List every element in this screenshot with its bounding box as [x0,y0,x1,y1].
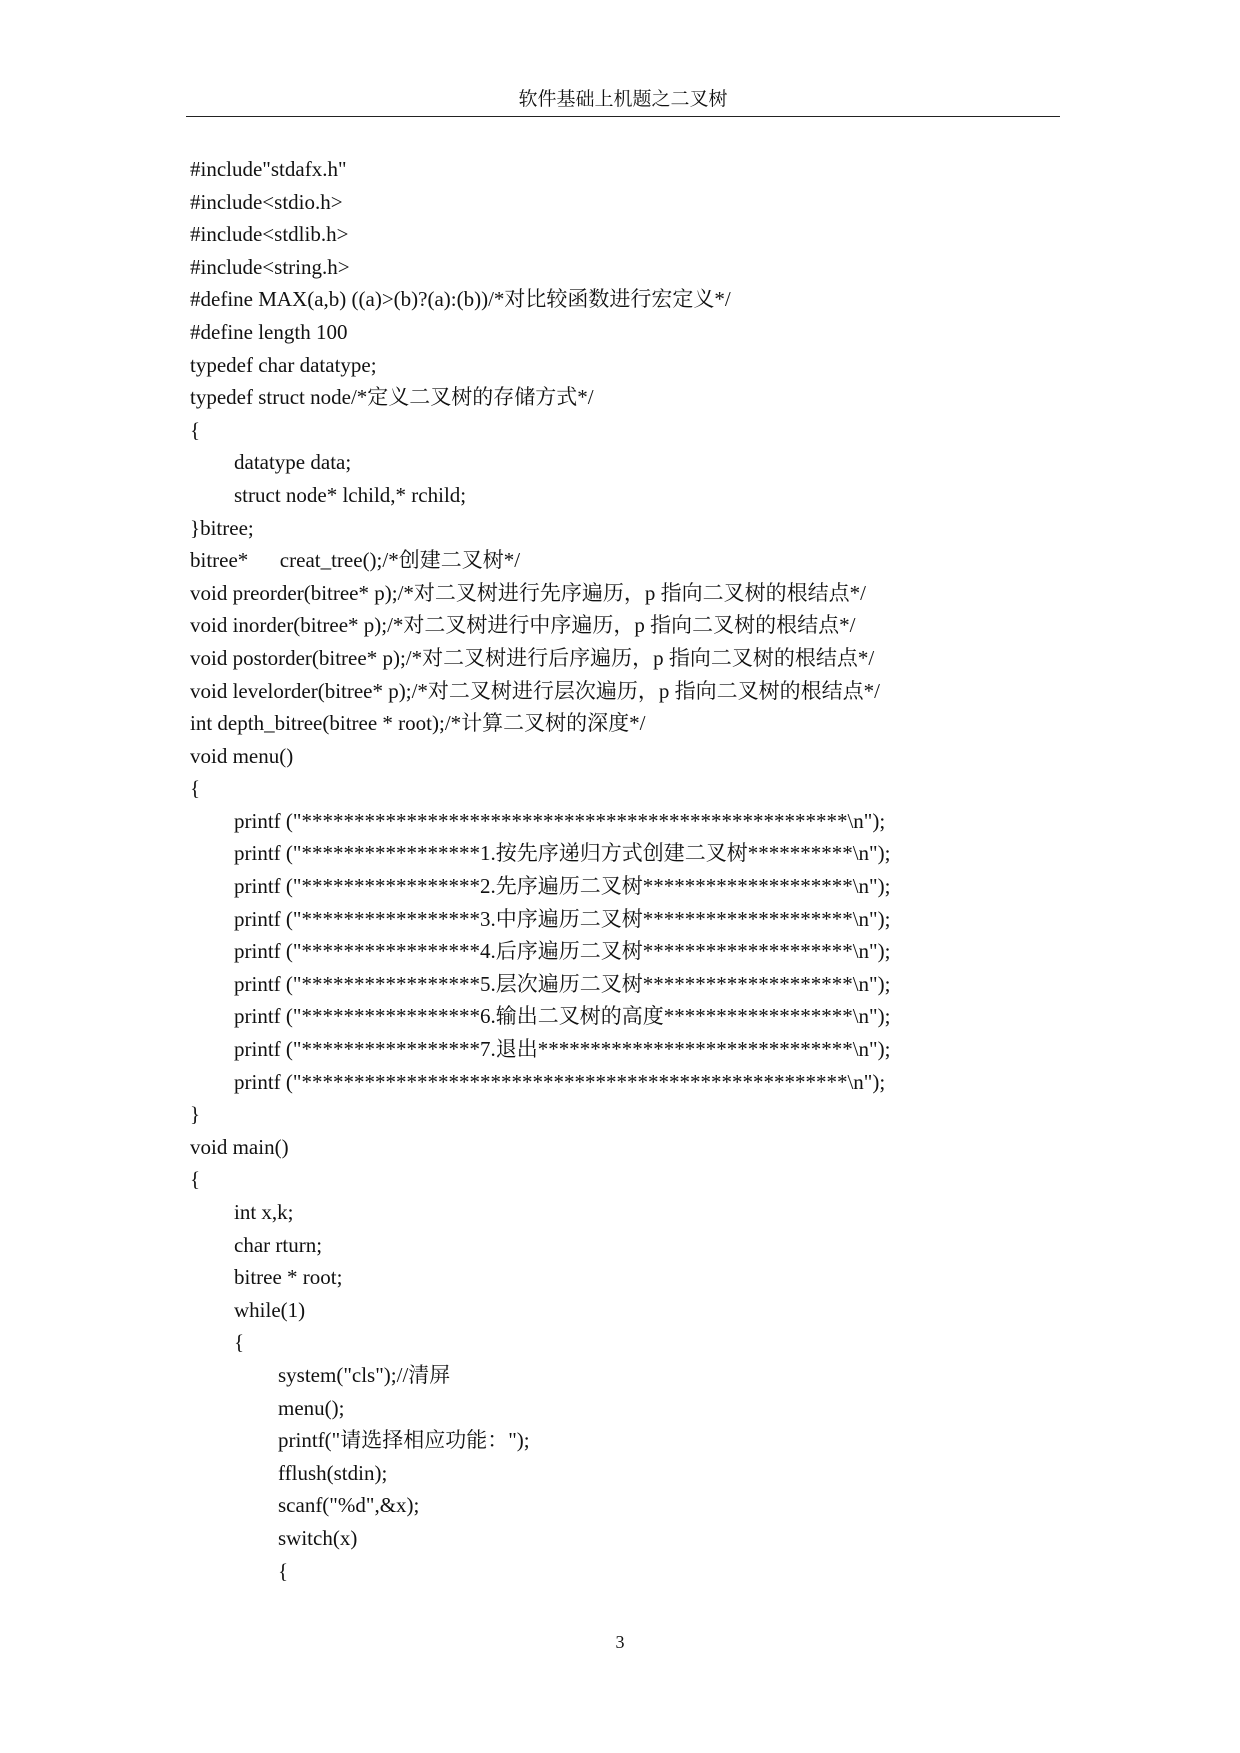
code-line: #include<string.h> [190,254,350,279]
code-line: printf ("*****************7.退出******************************\n"); [234,1037,891,1062]
code-line: while(1) [234,1297,306,1322]
code-line: void menu() [190,743,294,768]
code-line: int depth_bitree(bitree * root);/*计算二叉树的深度*/ [190,711,646,736]
code-line: { [278,1558,289,1583]
code-line: printf("请选择相应功能："); [278,1428,530,1453]
code-line: bitree * root; [234,1265,343,1290]
code-line: switch(x) [278,1525,358,1550]
code-line: system("cls");//清屏 [278,1362,451,1387]
page-number: 3 [615,1632,625,1652]
code-line: typedef char datatype; [190,352,377,377]
code-line: { [190,776,201,801]
code-line: #include"stdafx.h" [190,157,347,181]
code-line: struct node* lchild,* rchild; [234,482,467,507]
page-header [186,86,1060,117]
code-line: { [234,1330,245,1355]
code-line: typedef struct node/*定义二叉树的存储方式*/ [190,385,594,410]
code-line: void preorder(bitree* p);/*对二叉树进行先序遍历，p 指向二叉树的根结点*/ [190,580,866,605]
code-line: printf ("*****************1.按先序递归方式创建二叉树**********\n"); [234,841,891,866]
code-line: printf ("*****************4.后序遍历二叉树********************\n"); [234,939,891,964]
code-line: void main() [190,1134,289,1159]
code-line: void postorder(bitree* p);/*对二叉树进行后序遍历，p 指向二叉树的根结点*/ [190,645,875,670]
code-line: printf ("*****************2.先序遍历二叉树********************\n"); [234,874,891,899]
code-line: printf ("*****************6.输出二叉树的高度******************\n"); [234,1004,891,1029]
code-line: #include<stdlib.h> [190,222,349,247]
code-line: printf ("*****************5.层次遍历二叉树********************\n"); [234,971,891,996]
code-line: { [190,1167,201,1192]
code-line: #define length 100 [190,319,348,344]
code-line: char rturn; [234,1232,323,1257]
code-line: datatype data; [234,450,352,475]
code-block [190,153,1150,1587]
code-line: int x,k; [234,1200,294,1224]
code-line: bitree* creat_tree();/*创建二叉树*/ [190,548,521,573]
code-line: }bitree; [190,515,254,540]
code-line: menu(); [278,1395,345,1420]
code-line: printf ("****************************************************\n"); [234,1069,886,1094]
code-line: void inorder(bitree* p);/*对二叉树进行中序遍历，p 指向二叉树的根结点*/ [190,613,856,638]
code-line: #include<stdio.h> [190,189,343,214]
code-line: #define MAX(a,b) ((a)>(b)?(a):(b))/*对比较函数进行宏定义*/ [190,287,731,312]
code-line: scanf("%d",&x); [278,1493,420,1518]
code-line: } [190,1102,201,1127]
code-line: { [190,417,201,442]
code-line: fflush(stdin); [278,1460,388,1485]
code-line: printf ("*****************3.中序遍历二叉树********************\n"); [234,906,891,931]
code-line: printf ("****************************************************\n"); [234,808,886,833]
code-line: void levelorder(bitree* p);/*对二叉树进行层次遍历，p 指向二叉树的根结点*/ [190,678,880,703]
header-title: 软件基础上机题之二叉树 [518,89,728,110]
